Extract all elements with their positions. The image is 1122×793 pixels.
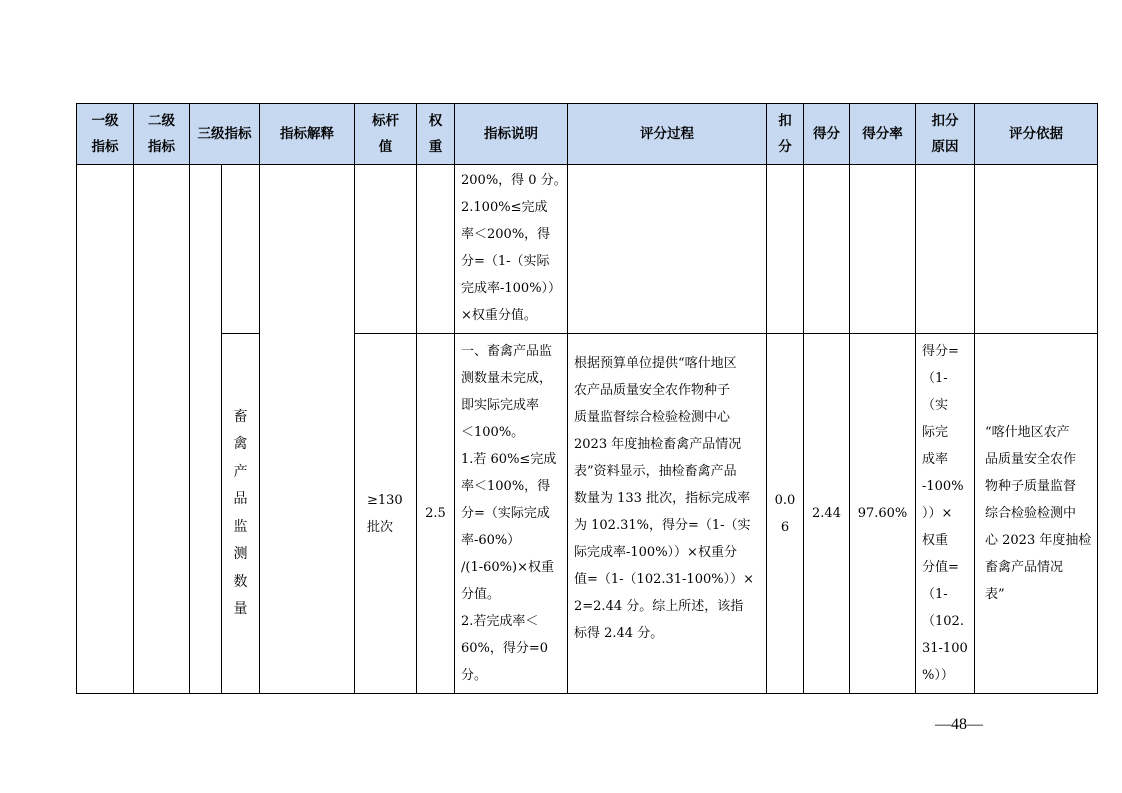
table-row: [77, 165, 1098, 334]
cell-explanation: [260, 165, 355, 694]
cell-score-rate-prev: [850, 165, 916, 334]
cell-process-prev: [568, 165, 767, 334]
cell-deduction-reason: [916, 334, 975, 694]
cell-score-rate: 97.60%: [850, 334, 916, 694]
cell-deduction: 0.0 6: [767, 334, 804, 694]
cell-level3-prev: [222, 165, 260, 334]
cell-benchmark-prev: [355, 165, 417, 334]
evaluation-table-container: [76, 103, 1097, 682]
deduction-reason-text: 得分= （1- （实 际完 成率 -100% ））× 权重 分值= （1- （102. 31-100 %））: [922, 344, 968, 683]
cell-description-prev: [455, 165, 568, 334]
cell-benchmark: ≥130 批次: [355, 334, 417, 694]
header-benchmark: 标杆 值: [355, 104, 417, 165]
cell-score-prev: [804, 165, 850, 334]
process-text: 根据预算单位提供“喀什地区 农产品质量安全农作物种子 质量监督综合检验检测中心 2023 年度抽检畜禽产品情况 表”资料显示，抽检畜禽产品 数量为 133 批次，指标完成率 为 102.31%，得分=（1-（实 际完成率-100%））×权重分 值=（1-（102.31-100%））× 2=2.44 分。综上所述，该指 标得 2.44 分。: [574, 356, 754, 641]
header-row: [77, 104, 1098, 165]
cell-deduction-prev: [767, 165, 804, 334]
header-basis: 评分依据: [975, 104, 1098, 165]
cell-description: [455, 334, 568, 694]
header-explanation: 指标解释: [260, 104, 355, 165]
header-score: 得分: [804, 104, 850, 165]
header-level3: 三级指标: [190, 104, 260, 165]
header-deduction: 扣 分: [767, 104, 804, 165]
cell-level2: [134, 165, 190, 694]
cell-level1: [77, 165, 134, 694]
cell-basis: [975, 334, 1098, 694]
header-level1: 一级 指标: [77, 104, 134, 165]
header-score-rate: 得分率: [850, 104, 916, 165]
cell-score: 2.44: [804, 334, 850, 694]
description-text: 一、畜禽产品监 测数量未完成， 即实际完成率 ＜100%。 1.若 60%≤完成 率＜100%，得 分=（实际完成 率-60%） /(1-60%)×权重 分值。 2.若完成率＜ 60%，得分=0 分。: [461, 344, 557, 683]
page-number: —48—: [935, 716, 983, 733]
basis-text: “喀什地区农产 品质量安全农作 物种子质量监督 综合检验检测中 心 2023 年度抽检 畜禽产品情况 表”: [985, 425, 1092, 602]
cell-level3-indicator: 畜 禽 产 品 监 测 数 量: [222, 334, 260, 694]
header-process: 评分过程: [568, 104, 767, 165]
header-deduction-reason: 扣分 原因: [916, 104, 975, 165]
evaluation-table: [76, 103, 1098, 694]
cell-weight-prev: [417, 165, 455, 334]
header-description: 指标说明: [455, 104, 568, 165]
description-continued: 200%，得 0 分。 2.100%≤完成 率＜200%，得 分=（1-（实际 完成率-100%）） ×权重分值。: [461, 173, 567, 323]
cell-basis-prev: [975, 165, 1098, 334]
header-weight: 权 重: [417, 104, 455, 165]
header-level2: 二级 指标: [134, 104, 190, 165]
cell-level3-spacer: [190, 165, 222, 694]
cell-process: [568, 334, 767, 694]
cell-reason-prev: [916, 165, 975, 334]
table-row: [77, 334, 1098, 694]
cell-weight: 2.5: [417, 334, 455, 694]
